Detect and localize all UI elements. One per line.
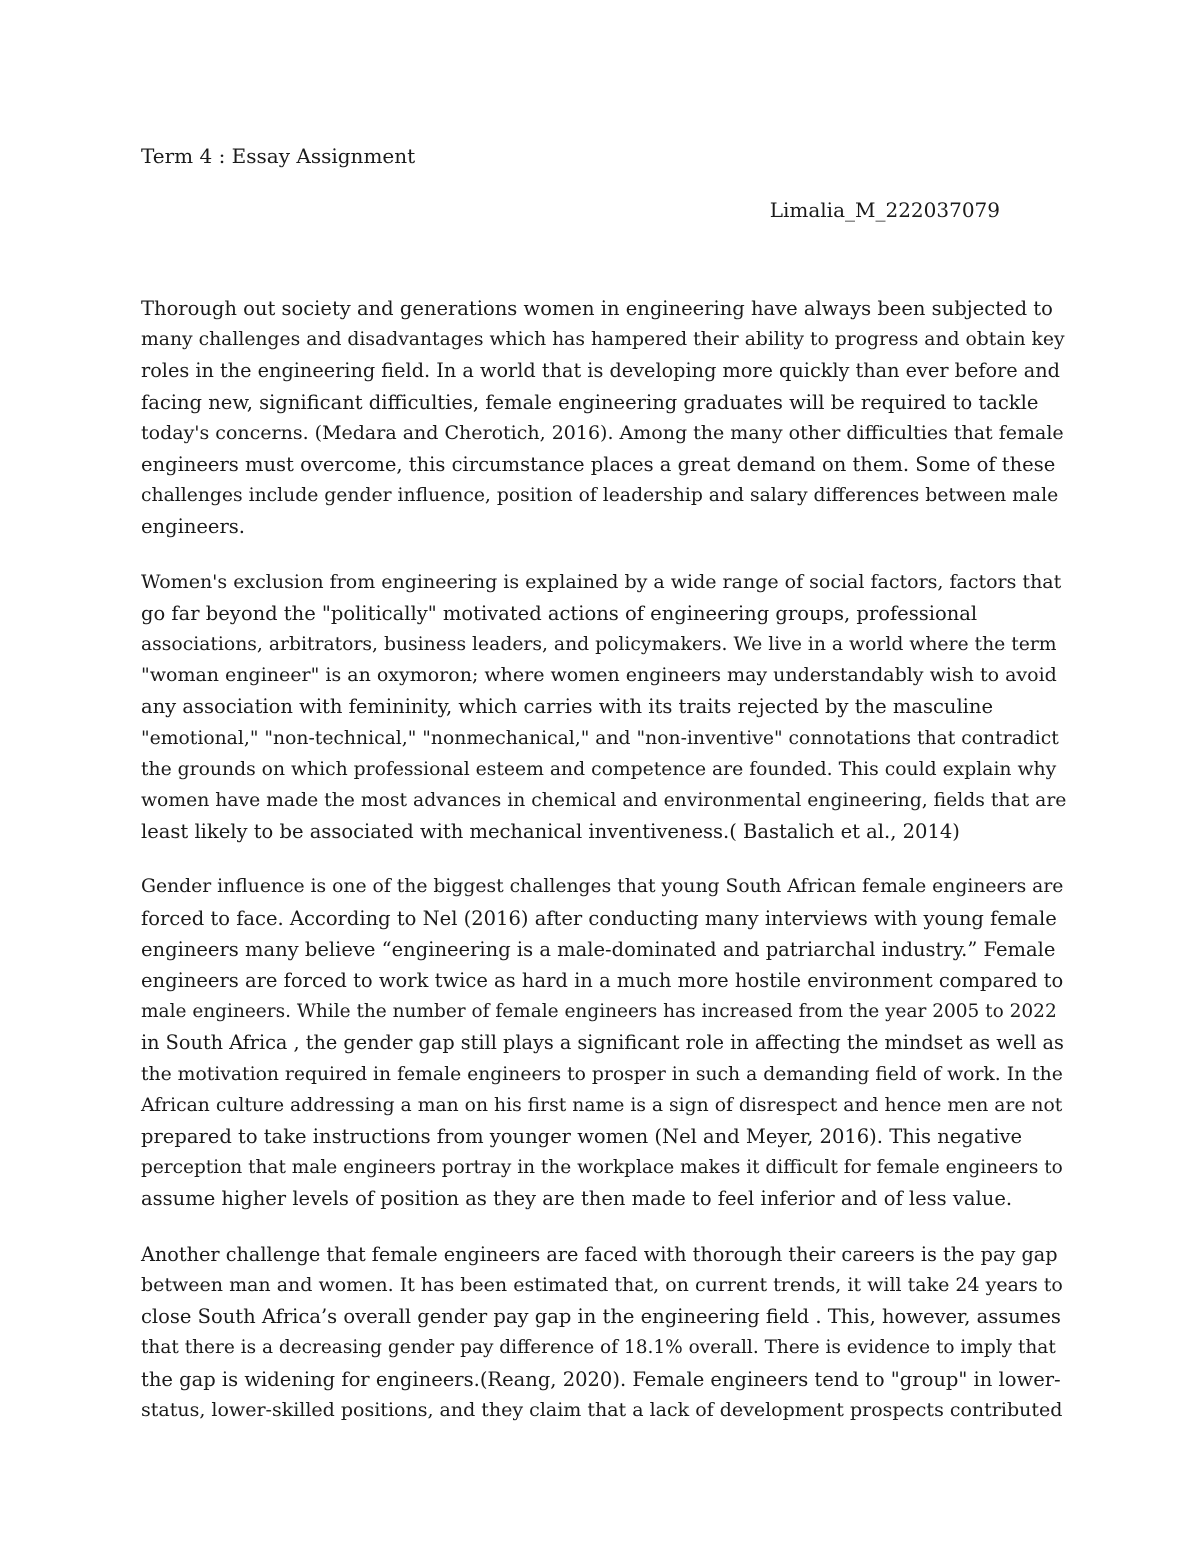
text-line: African culture addressing a man on his first name is a sign of disrespect and hence men are not [141, 1094, 1063, 1116]
paragraph [141, 871, 1066, 1214]
text-line: associations, arbitrators, business leaders, and policymakers. We live in a world where the term [141, 634, 1057, 656]
text-line: roles in the engineering field. In a world that is developing more quickly than ever before and [141, 359, 1060, 383]
text-line: least likely to be associated with mechanical inventiveness.( Bastalich et al., 2014) [141, 820, 960, 844]
text-line: in South Africa , the gender gap still plays a significant role in affecting the mindset as well as [141, 1031, 1064, 1055]
text-line: that there is a decreasing gender pay difference of 18.1% overall. There is evidence to imply that [141, 1337, 1056, 1359]
text-line: "emotional," "non-technical," "nonmechanical," and "non-inventive" connotations that contradict [141, 727, 1059, 749]
text-line: "woman engineer" is an oxymoron; where women engineers may understandably wish to avoid [141, 664, 1057, 687]
paragraph [141, 567, 1066, 848]
text-line: engineers many believe “engineering is a male-dominated and patriarchal industry.” Female [141, 937, 1056, 961]
text-line: close South Africa’s overall gender pay gap in the engineering field . This, however, assumes [141, 1305, 1061, 1329]
paragraph [141, 1239, 1066, 1426]
text-line: Another challenge that female engineers are faced with thorough their careers is the pay gap [141, 1242, 1058, 1266]
text-line: prepared to take instructions from younger women (Nel and Meyer, 2016). This negative [141, 1125, 1023, 1149]
text-line: assume higher levels of position as they are then made to feel inferior and of less value. [141, 1187, 1013, 1211]
text-line: perception that male engineers portray in the workplace makes it difficult for female engineers to [141, 1157, 1063, 1179]
text-line: engineers must overcome, this circumstance places a great demand on them. Some of these [141, 453, 1056, 477]
text-line: engineers are forced to work twice as hard in a much more hostile environment compared to [141, 969, 1064, 993]
text-line: Gender influence is one of the biggest challenges that young South African female engineers are [141, 876, 1064, 898]
text-line: today's concerns. (Medara and Cherotich, 2016). Among the many other difficulties that female [141, 421, 1064, 444]
text-line: the grounds on which professional esteem and competence are founded. This could explain why [141, 758, 1057, 780]
text-line: go far beyond the "politically" motivated actions of engineering groups, professional [141, 601, 978, 625]
text-line: challenges include gender influence, position of leadership and salary differences between male [141, 485, 1059, 507]
text-line: Women's exclusion from engineering is explained by a wide range of social factors, factors that [141, 570, 1062, 593]
text-line: the motivation required in female engineers to prosper in such a demanding field of work. In the [141, 1063, 1063, 1085]
text-line: the gap is widening for engineers.(Reang, 2020). Female engineers tend to "group" in lower- [141, 1367, 1061, 1391]
text-line: between man and women. It has been estimated that, on current trends, it will take 24 years to [141, 1273, 1063, 1296]
paragraph [141, 293, 1066, 543]
text-line: engineers. [141, 515, 245, 539]
text-line: forced to face. According to Nel (2016) after conducting many interviews with young female [141, 906, 1057, 930]
text-line: many challenges and disadvantages which has hampered their ability to progress and obtain key [141, 329, 1065, 351]
text-line: women have made the most advances in chemical and environmental engineering, fields that are [141, 790, 1067, 812]
essay-title: Term 4 : Essay Assignment [141, 144, 416, 168]
text-line: facing new, significant difficulties, female engineering graduates will be required to tackle [141, 390, 1039, 414]
text-line: Thorough out society and generations women in engineering have always been subjected to [141, 297, 1053, 320]
essay-body [141, 293, 1066, 1450]
author-id: Limalia_M_222037079 [769, 198, 1000, 222]
text-line: any association with femininity, which carries with its traits rejected by the masculine [141, 695, 994, 719]
text-line: male engineers. While the number of female engineers has increased from the year 2005 to 2022 [141, 1001, 1057, 1023]
text-line: status, lower-skilled positions, and they claim that a lack of development prospects contributed [141, 1398, 1063, 1421]
